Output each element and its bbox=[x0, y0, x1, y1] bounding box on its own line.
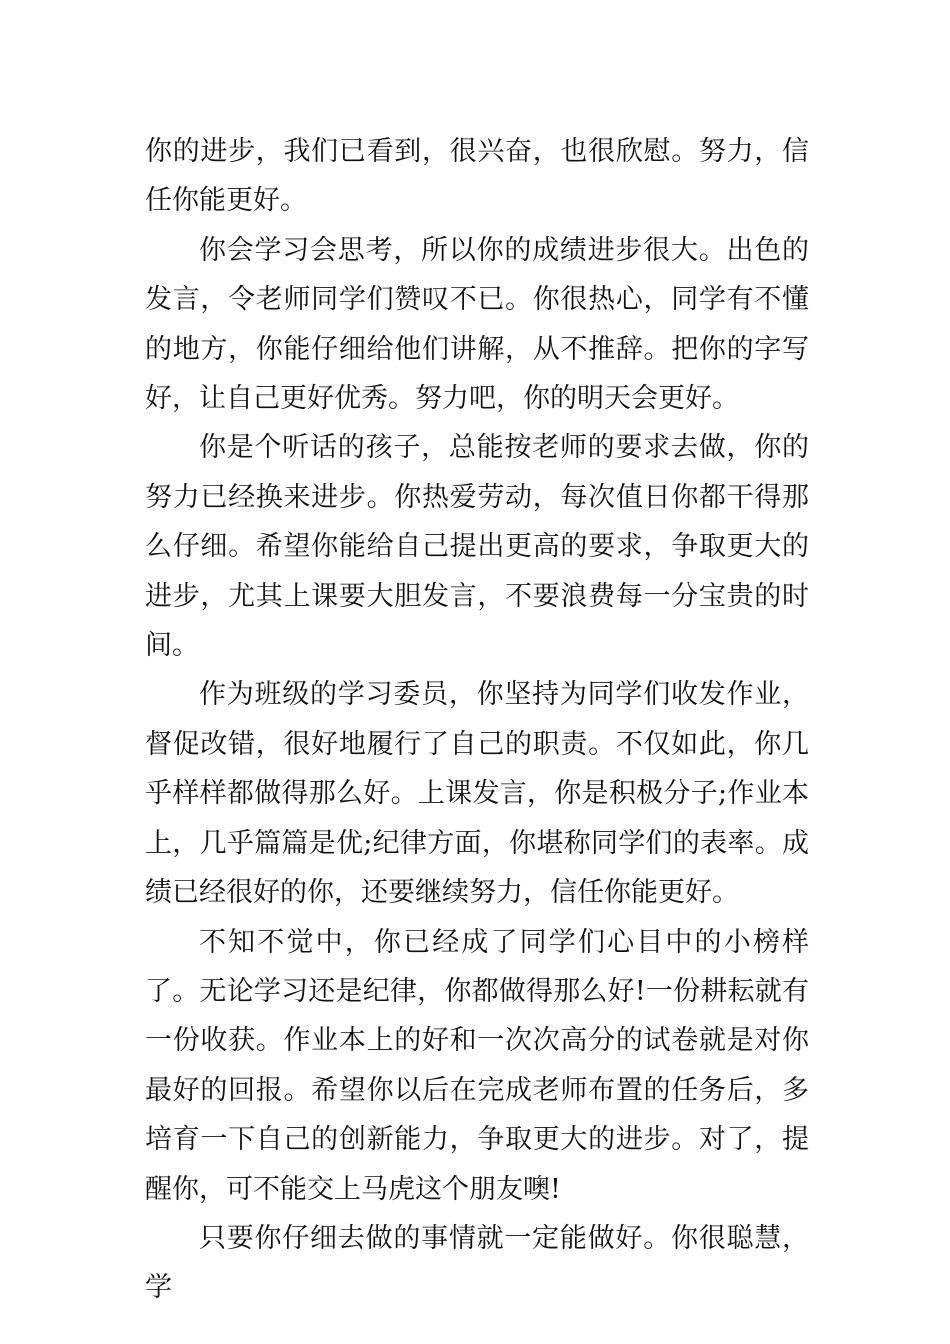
paragraph-3: 你是个听话的孩子，总能按老师的要求去做，你的努力已经换来进步。你热爱劳动，每次值日你都干得那么仔细。希望你能给自己提出更高的要求，争取更大的进步，尤其上课要大胆发言，不要浪费每一分宝贵的时间。 bbox=[145, 432, 809, 662]
paragraph-6: 只要你仔细去做的事情就一定能做好。你很聪慧，学 bbox=[145, 1222, 809, 1304]
paragraph-1: 你的进步，我们已看到，很兴奋，也很欣慰。努力，信任你能更好。 bbox=[145, 136, 809, 217]
paragraph-2: 你会学习会思考，所以你的成绩进步很大。出色的发言，令老师同学们赞叹不已。你很热心，同学有不懂的地方，你能仔细给他们讲解，从不推辞。把你的字写好，让自己更好优秀。努力吧，你的明天会更好。 bbox=[145, 234, 809, 415]
document-body bbox=[145, 127, 809, 1313]
paragraph-5: 不知不觉中，你已经成了同学们心目中的小榜样了。无论学习还是纪律，你都做得那么好!一份耕耘就有一份收获。作业本上的好和一次次高分的试卷就是对你最好的回报。希望你以后在完成老师布置的任务后，多培育一下自己的创新能力，争取更大的进步。对了，提醒你，可不能交上马虎这个朋友噢! bbox=[145, 926, 809, 1205]
paragraph-4: 作为班级的学习委员，你坚持为同学们收发作业，督促改错，很好地履行了自己的职责。不仅如此，你几乎样样都做得那么好。上课发言，你是积极分子;作业本上，几乎篇篇是优;纪律方面，你堪称同学们的表率。成绩已经很好的你，还要继续努力，信任你能更好。 bbox=[145, 679, 809, 909]
